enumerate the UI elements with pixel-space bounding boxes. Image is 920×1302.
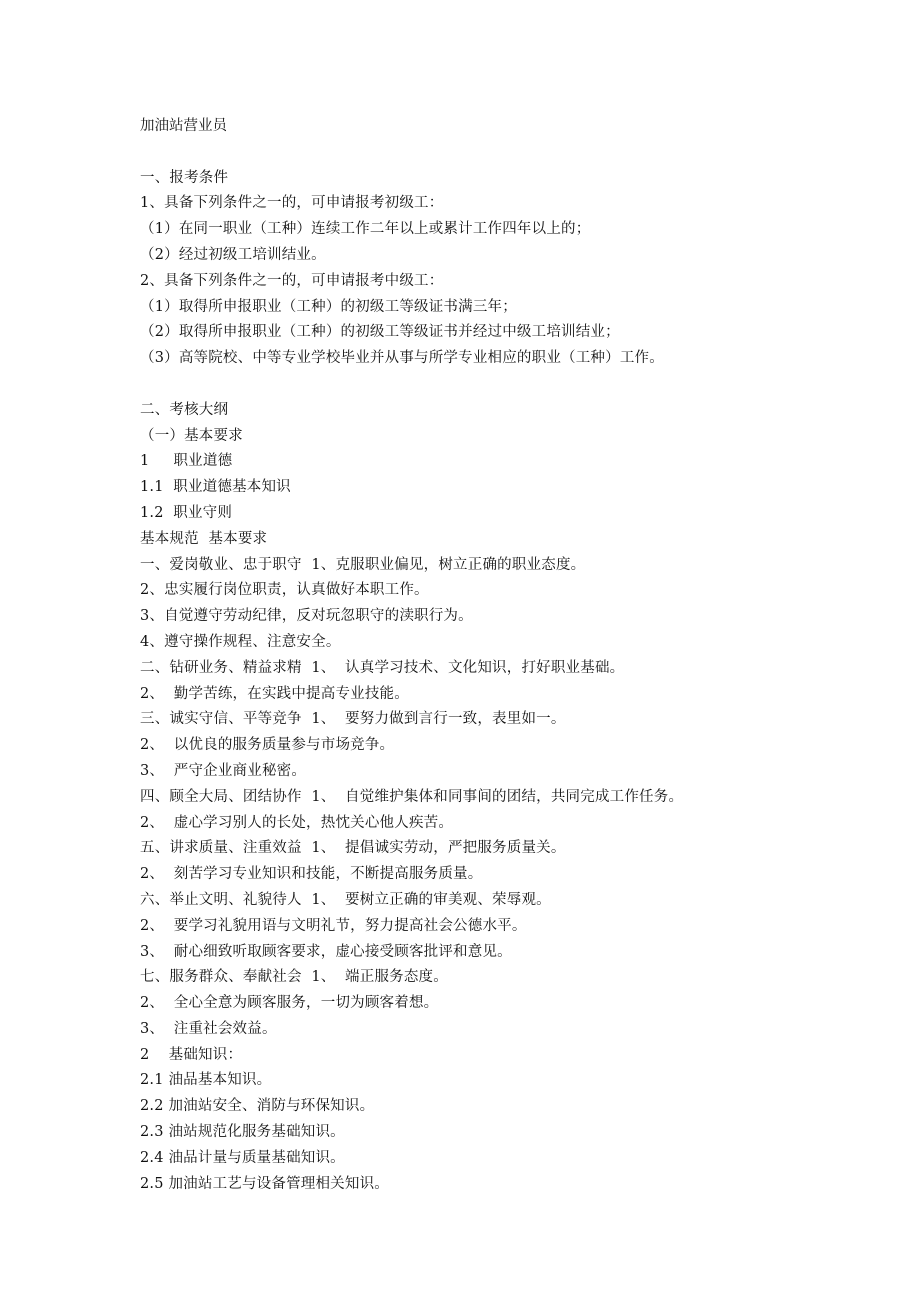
text-line: 2、 刻苦学习专业知识和技能，不断提高服务质量。	[140, 866, 483, 883]
text-line: 3、 注重社会效益。	[140, 1020, 277, 1037]
text-line: 2、忠实履行岗位职责，认真做好本职工作。	[140, 582, 429, 599]
text-line: （1）取得所申报职业（工种）的初级工等级证书满三年；	[140, 298, 517, 315]
document-page	[140, 114, 880, 1197]
blank-line	[140, 140, 880, 166]
text-line: 五、讲求质量、注重效益 1、 提倡诚实劳动，严把服务质量关。	[140, 840, 566, 857]
text-line: 2.1 油品基本知识。	[140, 1072, 272, 1089]
text-line: 1.1 职业道德基本知识	[140, 479, 291, 496]
text-line: 3、 严守企业商业秘密。	[140, 762, 307, 779]
text-line: （2）经过初级工培训结业。	[140, 246, 326, 263]
text-line: 四、顾全大局、团结协作 1、 自觉维护集体和同事间的团结，共同完成工作任务。	[140, 788, 684, 805]
text-line: 2、 虚心学习别人的长处，热忱关心他人疾苦。	[140, 814, 454, 831]
text-line: 2.3 油站规范化服务基础知识。	[140, 1124, 345, 1141]
text-line: 2、 要学习礼貌用语与文明礼节，努力提高社会公德水平。	[140, 917, 527, 934]
text-line: 1.2 职业守则	[140, 504, 233, 521]
text-line: 2 基础知识：	[140, 1046, 243, 1063]
text-line: 2、 全心全意为顾客服务，一切为顾客着想。	[140, 995, 439, 1012]
text-line: 七、服务群众、奉献社会 1、 端正服务态度。	[140, 969, 448, 986]
text-line: 六、举止文明、礼貌待人 1、 要树立正确的审美观、荣辱观。	[140, 891, 551, 908]
document-title: 加油站营业员	[140, 118, 227, 134]
text-line: （3）高等院校、中等专业学校毕业并从事与所学专业相应的职业（工种）工作。	[140, 350, 664, 367]
text-line: 2.2 加油站安全、消防与环保知识。	[140, 1098, 375, 1115]
text-line: 1、具备下列条件之一的，可申请报考初级工：	[140, 195, 444, 212]
text-line: 三、诚实守信、平等竞争 1、 要努力做到言行一致，表里如一。	[140, 711, 566, 728]
text-line: 一、报考条件	[140, 169, 229, 186]
blank-line	[140, 372, 880, 398]
text-line: 2、 勤学苦练，在实践中提高专业技能。	[140, 685, 409, 702]
text-line: 2.4 油品计量与质量基础知识。	[140, 1149, 345, 1166]
text-line: 一、爱岗敬业、忠于职守 1、克服职业偏见，树立正确的职业态度。	[140, 556, 586, 573]
text-line: 2、 以优良的服务质量参与市场竞争。	[140, 737, 395, 754]
text-line: 3、自觉遵守劳动纪律，反对玩忽职守的渎职行为。	[140, 608, 473, 625]
text-line: 2.5 加油站工艺与设备管理相关知识。	[140, 1175, 389, 1192]
document-body	[140, 140, 880, 1198]
text-line: 4、遵守操作规程、注意安全。	[140, 633, 341, 650]
text-line: （1）在同一职业（工种）连续工作二年以上或累计工作四年以上的；	[140, 221, 591, 238]
text-line: （一）基本要求	[140, 427, 243, 444]
text-line: 基本规范 基本要求	[140, 530, 268, 547]
text-line: 3、 耐心细致听取顾客要求，虚心接受顾客批评和意见。	[140, 943, 512, 960]
text-line: （2）取得所申报职业（工种）的初级工等级证书并经过中级工培训结业；	[140, 324, 620, 341]
text-line: 2、具备下列条件之一的，可申请报考中级工：	[140, 272, 444, 289]
text-line: 二、考核大纲	[140, 401, 229, 418]
text-line: 二、钻研业务、精益求精 1、 认真学习技术、文化知识，打好职业基础。	[140, 659, 625, 676]
text-line: 1 职业道德	[140, 453, 233, 470]
